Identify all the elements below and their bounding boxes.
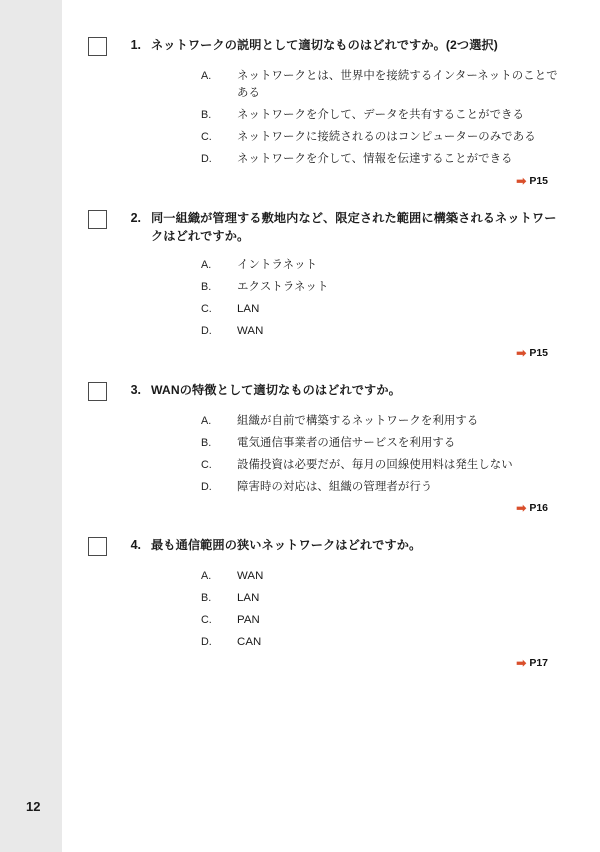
list-item[interactable] xyxy=(201,107,560,124)
list-item[interactable] xyxy=(201,279,560,296)
choice-text: ネットワークとは、世界中を接続するインターネットのことである xyxy=(237,70,558,100)
list-item[interactable] xyxy=(201,634,560,651)
question-text: ネットワークの説明として適切なものはどれですか。(2つ選択) xyxy=(151,38,498,52)
question-checkbox[interactable] xyxy=(88,537,107,556)
choice-letter: C. xyxy=(201,303,212,316)
question-number: 3. xyxy=(130,382,141,397)
choice-text: ネットワークに接続されるのはコンピューターのみである xyxy=(237,131,536,144)
question-header xyxy=(88,381,560,401)
list-item[interactable] xyxy=(201,435,560,452)
choice-letter: C. xyxy=(201,131,212,144)
arrow-right-icon: ➡ xyxy=(516,345,527,360)
choice-text: 設備投資は必要だが、毎月の回線使用料は発生しない xyxy=(237,458,513,471)
question-text: WANの特徴として適切なものはどれですか。 xyxy=(151,382,401,397)
page-number: 12 xyxy=(26,799,41,814)
list-item[interactable] xyxy=(201,323,560,340)
arrow-right-icon: ➡ xyxy=(516,656,527,671)
choice-letter: C. xyxy=(201,614,212,627)
choice-text: イントラネット xyxy=(237,259,318,272)
choice-text: 電気通信事業者の通信サービスを利用する xyxy=(237,436,456,449)
choice-letter: B. xyxy=(201,592,212,605)
choice-text: 障害時の対応は、組織の管理者が行う xyxy=(237,480,433,493)
list-item[interactable] xyxy=(201,68,560,102)
choice-list xyxy=(88,257,560,340)
reference-label: P15 xyxy=(529,174,548,187)
choice-text: CAN xyxy=(237,636,262,649)
list-item[interactable] xyxy=(201,457,560,474)
choice-letter: A. xyxy=(201,570,212,583)
reference-row xyxy=(88,502,560,514)
reference-label: P16 xyxy=(529,502,548,515)
list-item[interactable] xyxy=(201,301,560,318)
choice-letter: D. xyxy=(201,325,212,338)
choice-list xyxy=(88,68,560,169)
question-number: 1. xyxy=(130,38,141,52)
reference-row xyxy=(88,175,560,187)
choice-letter: A. xyxy=(201,70,212,82)
list-item[interactable] xyxy=(201,413,560,430)
choice-text: エクストラネット xyxy=(237,281,329,294)
question-block xyxy=(88,209,560,359)
list-item[interactable] xyxy=(201,257,560,274)
choice-text: LAN xyxy=(237,303,260,316)
page-content xyxy=(62,0,600,852)
question-checkbox[interactable] xyxy=(88,210,107,229)
question-block xyxy=(88,381,560,514)
list-item[interactable] xyxy=(201,129,560,146)
reference-label: P15 xyxy=(529,346,548,359)
arrow-right-icon: ➡ xyxy=(516,501,527,516)
question-header xyxy=(88,536,560,556)
question-header xyxy=(88,36,560,56)
reference-row xyxy=(88,347,560,359)
question-checkbox[interactable] xyxy=(88,37,107,56)
choice-list xyxy=(88,413,560,496)
question-checkbox[interactable] xyxy=(88,382,107,401)
choice-list xyxy=(88,568,560,651)
question-text: 同一組織が管理する敷地内など、限定された範囲に構築されるネットワークはどれですか。 xyxy=(151,210,557,243)
reference-row xyxy=(88,657,560,669)
choice-text: WAN xyxy=(237,570,264,583)
arrow-right-icon: ➡ xyxy=(516,173,527,188)
list-item[interactable] xyxy=(201,151,560,168)
reference-badge[interactable] xyxy=(516,347,548,359)
choice-text: LAN xyxy=(237,592,260,605)
question-number: 4. xyxy=(130,538,141,553)
choice-letter: D. xyxy=(201,636,212,649)
list-item[interactable] xyxy=(201,568,560,585)
question-number: 2. xyxy=(130,210,141,225)
choice-letter: D. xyxy=(201,153,212,166)
question-block xyxy=(88,536,560,669)
choice-text: WAN xyxy=(237,325,264,338)
question-block xyxy=(88,36,560,187)
choice-text: 組織が自前で構築するネットワークを利用する xyxy=(237,414,479,427)
list-item[interactable] xyxy=(201,612,560,629)
list-item[interactable] xyxy=(201,590,560,607)
reference-badge[interactable] xyxy=(516,657,548,669)
choice-letter: A. xyxy=(201,414,212,427)
choice-text: ネットワークを介して、情報を伝達することができる xyxy=(237,153,513,166)
choice-letter: C. xyxy=(201,458,212,471)
page-left-margin-bar xyxy=(0,0,63,852)
reference-badge[interactable] xyxy=(516,175,548,187)
choice-letter: A. xyxy=(201,259,212,272)
question-header xyxy=(88,209,560,246)
reference-badge[interactable] xyxy=(516,502,548,514)
choice-letter: D. xyxy=(201,480,212,493)
list-item[interactable] xyxy=(201,479,560,496)
choice-text: ネットワークを介して、データを共有することができる xyxy=(237,109,525,122)
choice-text: PAN xyxy=(237,614,260,627)
choice-letter: B. xyxy=(201,109,212,122)
question-text: 最も通信範囲の狭いネットワークはどれですか。 xyxy=(151,538,422,553)
choice-letter: B. xyxy=(201,281,212,294)
reference-label: P17 xyxy=(529,657,548,670)
choice-letter: B. xyxy=(201,436,212,449)
